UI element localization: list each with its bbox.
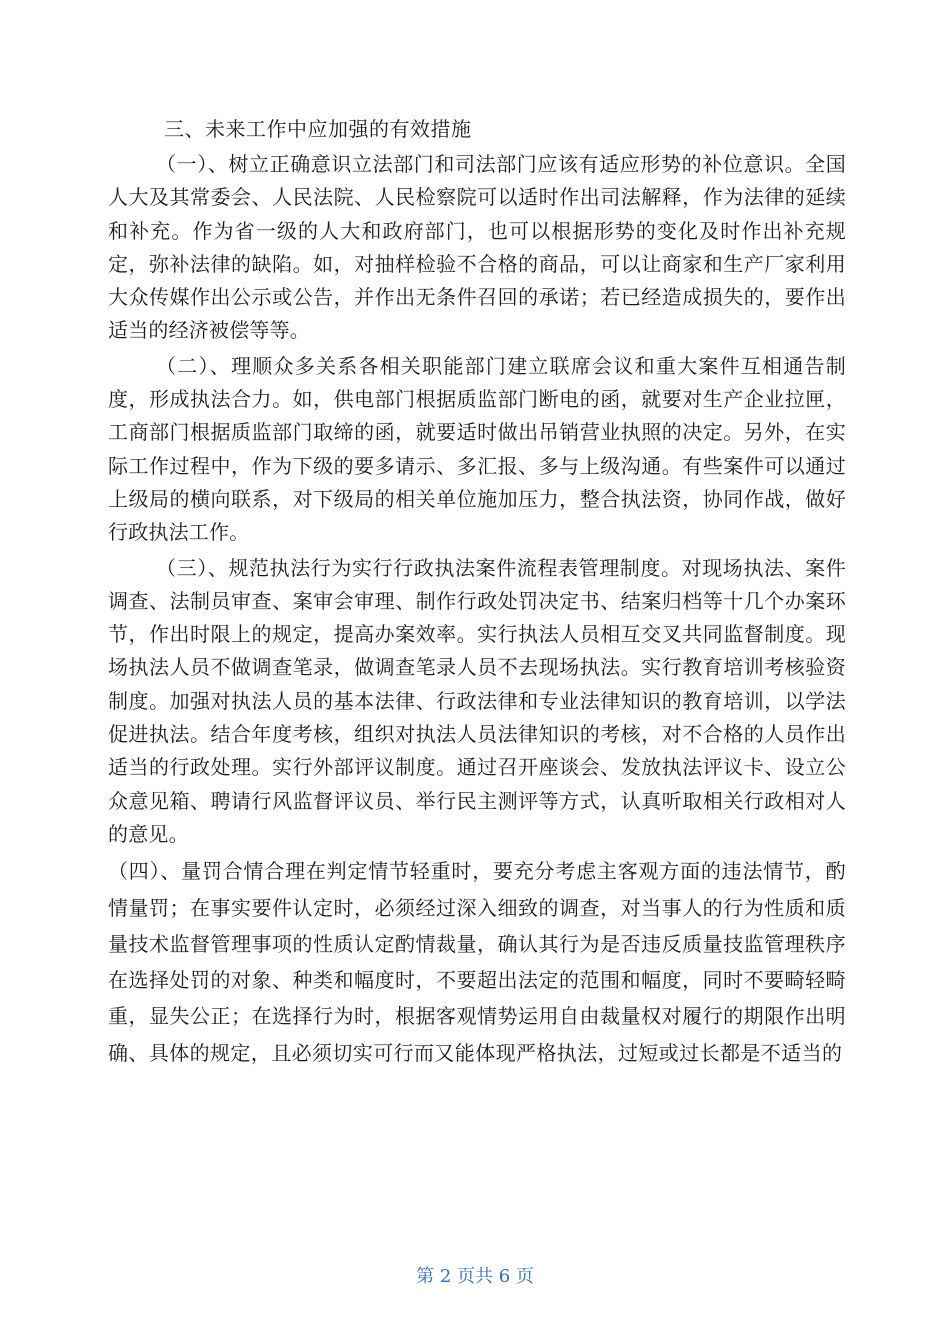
paragraph-3: （三）、规范执法行为实行行政执法案件流程表管理制度。对现场执法、案件调查、法制员审查、案审会审理、制作行政处罚决定书、结案归档等十几个办案环节，作出时限上的规定，提高办案效率。实行执法人员相互交叉共同监督制度。现场执法人员不做调查笔录，做调查笔录人员不去现场执法。实行教育培训考核验资制度。加强对执法人员的基本法律、行政法律和专业法律知识的教育培训，以学法促进执法。结合年度考核，组织对执法人员法律知识的考核，对不合格的人员作出适当的行政处理。实行外部评议制度。通过召开座谈会、发放执法评议卡、设立公众意见箱、聘请行风监督评议员、举行民主测评等方式，认真听取相关行政相对人的意见。: [108, 555, 846, 846]
paragraph-4: （四）、量罚合情合理在判定情节轻重时，要充分考虑主客观方面的违法情节，酌情量罚；在事实要件认定时，必须经过深入细致的调查，对当事人的行为性质和质量技术监督管理事项的性质认定酌情裁量，确认其行为是否违反质量技监管理秩序在选择处罚的对象、种类和幅度时，不要超出法定的范围和幅度，同时不要畸轻畸重，显失公正；在选择行为时，根据客观情势运用自由裁量权对履行的期限作出明确、具体的规定，且必须切实可行而又能体现严格执法，过短或过长都是不适当的: [108, 859, 846, 1065]
paragraph-1: （一）、树立正确意识立法部门和司法部门应该有适应形势的补位意识。全国人大及其常委会、人民法院、人民检察院可以适时作出司法解释，作为法律的延续和补充。作为省一级的人大和政府部门，也可以根据形势的变化及时作出补充规定，弥补法律的缺陷。如，对抽样检验不合格的商品，可以让商家和生产厂家利用大众传媒作出公示或公告，并作出无条件召回的承诺；若已经造成损失的，要作出适当的经济被偿等等。: [108, 152, 846, 343]
page-number-footer: 第 2 页共 6 页: [416, 1266, 534, 1287]
document-body: [108, 113, 846, 1071]
section-heading: 三、未来工作中应加强的有效措施: [164, 117, 472, 141]
paragraph-2: （二）、理顺众多关系各相关职能部门建立联席会议和重大案件互相通告制度，形成执法合力。如，供电部门根据质监部门断电的函，就要对生产企业拉匣，工商部门根据质监部门取缔的函，就要适时做出吊销营业执照的决定。另外，在实际工作过程中，作为下级的要多请示、多汇报、多与上级沟通。有些案件可以通过上级局的横向联系，对下级局的相关单位施加压力，整合执法资，协同作战，做好行政执法工作。: [108, 353, 846, 545]
